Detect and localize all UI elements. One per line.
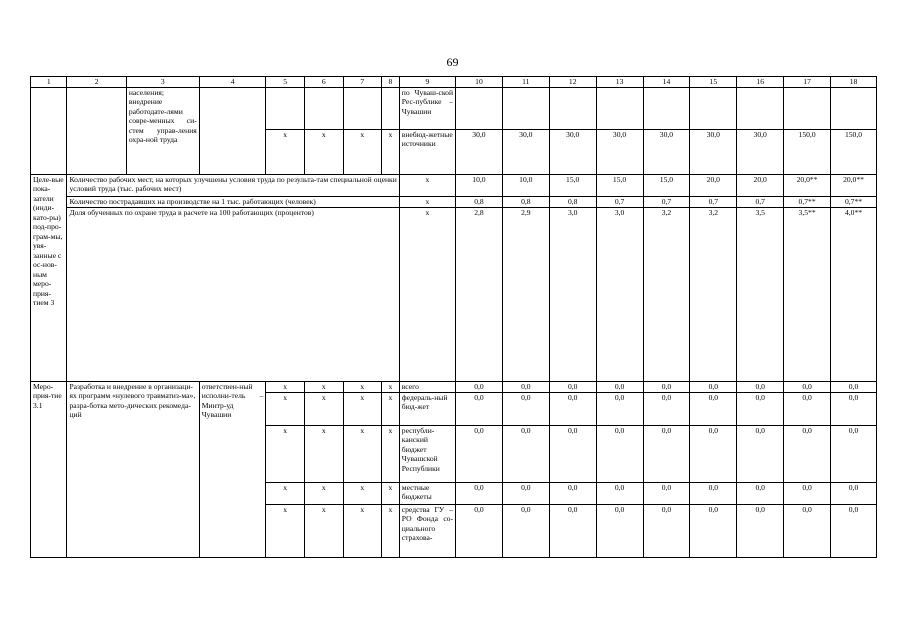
cell — [266, 88, 305, 130]
value-cell: 0,0 — [456, 382, 503, 393]
table-row — [31, 88, 877, 130]
cell — [737, 88, 784, 130]
funding-source: федераль-ный бюд-жет — [399, 393, 455, 426]
value-cell: 30,0 — [690, 130, 737, 175]
funding-source: внебюд-жетные источники — [399, 130, 455, 175]
col-header: 14 — [643, 77, 690, 88]
indicators-label: Целе-вые пока-затели (инди-като-ры) под-про-грам-мы, увя-занные с ос-нов-ным меро-прия-тием 3 — [31, 175, 67, 382]
value-cell: 30,0 — [737, 130, 784, 175]
value-cell: 0,0 — [690, 426, 737, 483]
mark-cell: x — [266, 505, 305, 558]
mark-cell: x — [343, 382, 382, 393]
col-header: 18 — [831, 77, 877, 88]
value-cell: 0,0 — [737, 426, 784, 483]
cell — [67, 88, 126, 175]
value-cell: 15,0 — [549, 175, 596, 197]
value-cell: 30,0 — [596, 130, 643, 175]
mark-cell: x — [343, 505, 382, 558]
value-cell: 0,7 — [596, 197, 643, 208]
value-cell: 10,0 — [502, 175, 549, 197]
measure-description: населения; внедрение работодате-лями совре-менных си-стем управ-ления охра-ной труда — [126, 88, 199, 175]
col-header: 8 — [382, 77, 400, 88]
value-cell: 2,9 — [502, 208, 549, 382]
value-cell: 0,7 — [737, 197, 784, 208]
value-cell: 0,0 — [737, 483, 784, 505]
value-cell: 20,0** — [784, 175, 831, 197]
col-header: 13 — [596, 77, 643, 88]
value-cell: 20,0** — [831, 175, 877, 197]
mark-cell: x — [304, 130, 343, 175]
value-cell: 0,0 — [596, 483, 643, 505]
mark-cell: x — [266, 382, 305, 393]
mark-cell: x — [399, 175, 455, 197]
value-cell: 3,2 — [643, 208, 690, 382]
value-cell: 0,0 — [831, 426, 877, 483]
value-cell: 15,0 — [596, 175, 643, 197]
mark-cell: x — [266, 130, 305, 175]
cell — [382, 88, 400, 130]
value-cell: 0,0 — [549, 393, 596, 426]
value-cell: 0,0 — [784, 426, 831, 483]
value-cell: 0,7** — [831, 197, 877, 208]
funding-source: по Чуваш-ской Рес-публике – Чувашии — [399, 88, 455, 130]
value-cell: 30,0 — [643, 130, 690, 175]
value-cell: 0,0 — [549, 483, 596, 505]
value-cell: 0,7 — [643, 197, 690, 208]
value-cell: 0,0 — [596, 382, 643, 393]
col-header: 16 — [737, 77, 784, 88]
value-cell: 0,0 — [456, 483, 503, 505]
value-cell: 3,0 — [596, 208, 643, 382]
executor: ответствен-ный исполни-тель – Минтр-уд Чувашии — [199, 382, 266, 558]
mark-cell: x — [382, 382, 400, 393]
col-header: 5 — [266, 77, 305, 88]
indicator-row — [31, 175, 877, 197]
value-cell: 0,0 — [784, 505, 831, 558]
funding-source: республи-канский бюджет Чувашской Республики — [399, 426, 455, 483]
cell — [549, 88, 596, 130]
col-header: 11 — [502, 77, 549, 88]
value-cell: 4,0** — [831, 208, 877, 382]
value-cell: 0,0 — [643, 505, 690, 558]
value-cell: 0,0 — [549, 505, 596, 558]
value-cell: 150,0 — [831, 130, 877, 175]
value-cell: 0,0 — [737, 382, 784, 393]
mark-cell: x — [343, 483, 382, 505]
value-cell: 0,0 — [737, 505, 784, 558]
value-cell: 0,0 — [502, 393, 549, 426]
mark-cell: x — [304, 426, 343, 483]
value-cell: 0,0 — [456, 426, 503, 483]
col-header: 10 — [456, 77, 503, 88]
cell — [784, 88, 831, 130]
funding-row — [31, 382, 877, 393]
col-header: 6 — [304, 77, 343, 88]
value-cell: 0,0 — [643, 393, 690, 426]
value-cell: 2,8 — [456, 208, 503, 382]
cell — [643, 88, 690, 130]
mark-cell: x — [382, 393, 400, 426]
funding-source: местные бюджеты — [399, 483, 455, 505]
mark-cell: x — [304, 483, 343, 505]
mark-cell: x — [382, 483, 400, 505]
value-cell: 0,0 — [596, 505, 643, 558]
value-cell: 3,0 — [549, 208, 596, 382]
value-cell: 20,0 — [690, 175, 737, 197]
value-cell: 0,0 — [502, 382, 549, 393]
value-cell: 0,0 — [643, 382, 690, 393]
mark-cell: x — [343, 426, 382, 483]
mark-cell: x — [304, 382, 343, 393]
value-cell: 0,0 — [690, 483, 737, 505]
value-cell: 3,2 — [690, 208, 737, 382]
value-cell: 15,0 — [643, 175, 690, 197]
mark-cell: x — [382, 130, 400, 175]
mark-cell: x — [266, 426, 305, 483]
value-cell: 0,0 — [690, 505, 737, 558]
col-header: 7 — [343, 77, 382, 88]
col-header: 17 — [784, 77, 831, 88]
value-cell: 0,8 — [549, 197, 596, 208]
value-cell: 0,0 — [549, 426, 596, 483]
value-cell: 0,8 — [456, 197, 503, 208]
col-header: 9 — [399, 77, 455, 88]
cell — [456, 88, 503, 130]
measure-label: Меро-прия-тие 3.1 — [31, 382, 67, 558]
value-cell: 0,0 — [643, 426, 690, 483]
value-cell: 0,0 — [831, 382, 877, 393]
mark-cell: x — [343, 393, 382, 426]
value-cell: 10,0 — [456, 175, 503, 197]
value-cell: 0,0 — [596, 426, 643, 483]
funding-source: средства ГУ – РО Фонда со-циального страхова- — [399, 505, 455, 558]
value-cell: 0,0 — [737, 393, 784, 426]
value-cell: 0,0 — [549, 382, 596, 393]
cell — [199, 88, 266, 175]
value-cell: 0,7** — [784, 197, 831, 208]
page-number: 69 — [446, 55, 459, 69]
value-cell: 0,0 — [643, 483, 690, 505]
col-header: 3 — [126, 77, 199, 88]
value-cell: 150,0 — [784, 130, 831, 175]
cell — [596, 88, 643, 130]
col-header: 12 — [549, 77, 596, 88]
value-cell: 20,0 — [737, 175, 784, 197]
cell — [690, 88, 737, 130]
value-cell: 30,0 — [502, 130, 549, 175]
indicator-text: Количество пострадавших на производстве на 1 тыс. работающих (человек) — [67, 197, 399, 208]
mark-cell: x — [399, 197, 455, 208]
value-cell: 30,0 — [549, 130, 596, 175]
value-cell: 0,0 — [690, 382, 737, 393]
col-header: 4 — [199, 77, 266, 88]
value-cell: 0,0 — [784, 483, 831, 505]
funding-source: всего — [399, 382, 455, 393]
value-cell: 0,8 — [502, 197, 549, 208]
value-cell: 0,0 — [784, 393, 831, 426]
cell — [304, 88, 343, 130]
value-cell: 3,5** — [784, 208, 831, 382]
value-cell: 0,0 — [596, 393, 643, 426]
program-table — [30, 76, 877, 558]
value-cell: 0,0 — [502, 426, 549, 483]
value-cell: 0,0 — [502, 483, 549, 505]
value-cell: 0,0 — [831, 483, 877, 505]
cell — [31, 88, 67, 175]
value-cell: 3,5 — [737, 208, 784, 382]
col-header: 2 — [67, 77, 126, 88]
value-cell: 0,0 — [456, 393, 503, 426]
indicator-text: Доля обученных по охране труда в расчете на 100 работающих (процентов) — [67, 208, 399, 382]
col-header: 1 — [31, 77, 67, 88]
mark-cell: x — [266, 483, 305, 505]
mark-cell: x — [382, 505, 400, 558]
mark-cell: x — [343, 130, 382, 175]
mark-cell: x — [382, 426, 400, 483]
cell — [831, 88, 877, 130]
value-cell: 0,0 — [456, 505, 503, 558]
value-cell: 0,0 — [690, 393, 737, 426]
value-cell: 0,0 — [502, 505, 549, 558]
measure-description: Разработка и внедрение в организаци-ях программ «нулевого травматиз-ма», разра-ботка мето-дических рекомеда-ций — [67, 382, 199, 558]
column-number-row — [31, 77, 877, 88]
value-cell: 0,0 — [831, 393, 877, 426]
cell — [343, 88, 382, 130]
cell — [502, 88, 549, 130]
value-cell: 30,0 — [456, 130, 503, 175]
value-cell: 0,7 — [690, 197, 737, 208]
indicator-row — [31, 208, 877, 382]
mark-cell: x — [399, 208, 455, 382]
value-cell: 0,0 — [831, 505, 877, 558]
mark-cell: x — [304, 393, 343, 426]
mark-cell: x — [266, 393, 305, 426]
indicator-text: Количество рабочих мест, на которых улучшены условия труда по результа-там специальной оценки условий труда (тыс. рабочих мест) — [67, 175, 399, 197]
value-cell: 0,0 — [784, 382, 831, 393]
mark-cell: x — [304, 505, 343, 558]
col-header: 15 — [690, 77, 737, 88]
indicator-row — [31, 197, 877, 208]
